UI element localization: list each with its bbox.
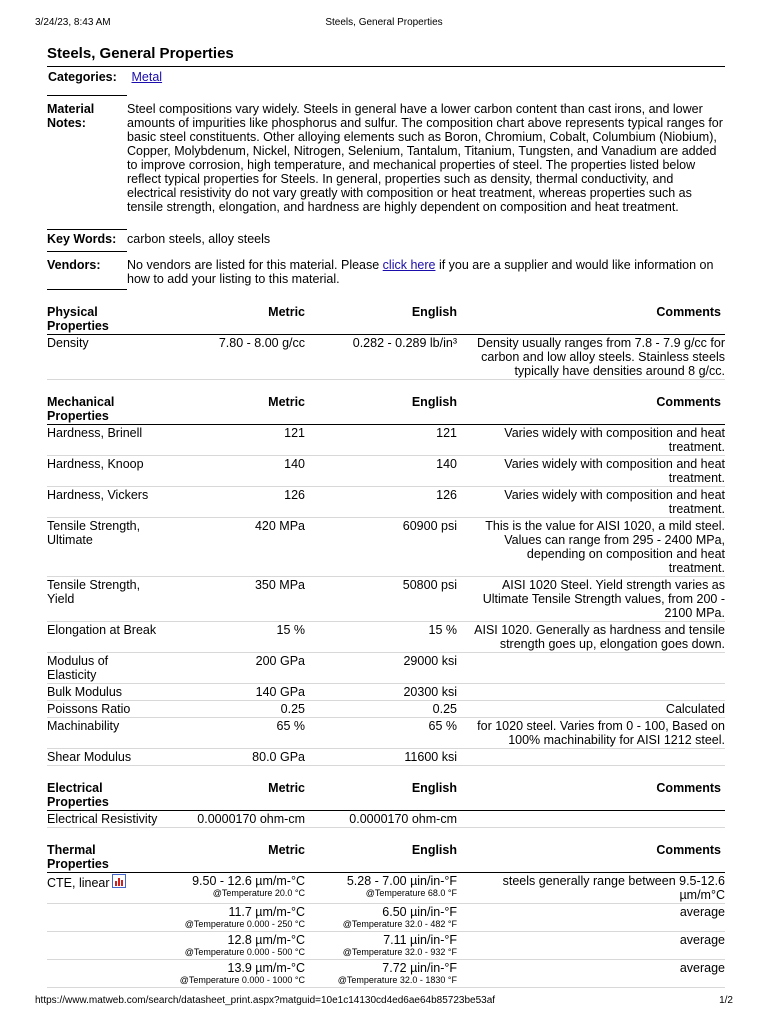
metric-header: Metric	[163, 780, 307, 811]
print-footer	[35, 995, 733, 1009]
english-header: English	[307, 394, 459, 425]
table-row: Electrical Resistivity 0.0000170 ohm-cm 0.0000170 ohm-cm	[47, 811, 725, 828]
table-row: 12.8 µm/m-°C @Temperature 0.000 - 500 °C 7.11 µin/in-°F @Temperature 32.0 - 932 °F average	[47, 932, 725, 960]
category-link-metal[interactable]: Metal	[131, 70, 163, 84]
key-words-value: carbon steels, alloy steels	[127, 231, 271, 246]
english-header: English	[307, 842, 459, 873]
metric-header: Metric	[163, 304, 307, 335]
section-title: Physical Properties	[47, 304, 163, 335]
click-here-link[interactable]: click here	[382, 257, 436, 272]
table-row: 11.7 µm/m-°C @Temperature 0.000 - 250 °C 6.50 µin/in-°F @Temperature 32.0 - 482 °F average	[47, 904, 725, 932]
vendors-label: Vendors:	[47, 252, 127, 290]
table-row: Bulk Modulus 140 GPa 20300 ksi	[47, 684, 725, 701]
info-table	[47, 95, 725, 290]
table-row: Tensile Strength, Yield 350 MPa 50800 psi AISI 1020 Steel. Yield strength varies as Ultimate Tensile Strength values, from 200 - 2100 MPa.	[47, 578, 725, 620]
material-notes-text: Steel compositions vary widely. Steels in general have a lower carbon content than cast irons, and lower amounts of impurities like phosphorus and sulfur. The composition chart above represents typical ranges for basic steel constituents. Other alloying elements such as Boron, Chromium, Cobalt, Columbium (Niobium), Copper, Molybdenum, Nickel, Nitrogen, Selenium, Tantalum, Titanium, Tungsten, and Vanadium are added to improve corrosion, high temperature, and mechanical properties of steel. The properties listed below reflect typical properties for Steels. In general, properties such as density, thermal conductivity, and electrical resistivity do not vary greatly with composition or heat treatment, whereas properties such as tensile strength, elongation, and hardness are highly dependent on composition and heat treatment.	[127, 101, 723, 214]
key-words-row	[47, 230, 725, 252]
vendors-text: No vendors are listed for this material. Please click here if you are a supplier and would like information on how to add your listing to this material.	[127, 257, 714, 286]
print-header	[35, 17, 733, 31]
datasheet	[47, 45, 725, 988]
metric-header: Metric	[163, 394, 307, 425]
metric-header: Metric	[163, 842, 307, 873]
page-title: Steels, General Properties	[47, 45, 725, 67]
table-row: Machinability 65 % 65 % for 1020 steel. Varies from 0 - 100, Based on 100% machinability for AISI 1212 steel.	[47, 719, 725, 747]
material-notes-row	[47, 96, 725, 230]
comments-header: Comments	[459, 842, 725, 873]
table-row: Modulus of Elasticity 200 GPa 29000 ksi	[47, 653, 725, 684]
material-notes-label: Material Notes:	[47, 96, 127, 230]
page-number: 1/2	[719, 995, 733, 1006]
table-row: Tensile Strength, Ultimate 420 MPa 60900 psi This is the value for AISI 1020, a mild steel. Values can range from 295 - 2400 MPa, depending on composition and heat treatment.	[47, 519, 725, 575]
section-title: Thermal Properties	[47, 842, 163, 873]
print-url: https://www.matweb.com/search/datasheet_print.aspx?matguid=10e1c14130cd4ed6ae64b85723be53af	[35, 995, 496, 1006]
table-row: Hardness, Vickers 126 126 Varies widely with composition and heat treatment.	[47, 488, 725, 516]
categories-row	[47, 67, 725, 87]
section-title: Mechanical Properties	[47, 394, 163, 425]
vendors-row	[47, 252, 725, 290]
thermal-properties-table	[47, 842, 725, 988]
table-row: Hardness, Knoop 140 140 Varies widely with composition and heat treatment.	[47, 457, 725, 485]
comments-header: Comments	[459, 394, 725, 425]
table-row: Elongation at Break 15 % 15 % AISI 1020. Generally as hardness and tensile strength goes up, elongation goes down.	[47, 623, 725, 651]
section-title: Electrical Properties	[47, 780, 163, 811]
bar-chart-icon[interactable]	[112, 874, 126, 888]
section-header	[47, 780, 725, 811]
mechanical-properties-table	[47, 394, 725, 766]
section-header	[47, 842, 725, 873]
physical-properties-table	[47, 304, 725, 380]
electrical-properties-table	[47, 780, 725, 828]
table-row: CTE, linear 9.50 - 12.6 µm/m-°C @Temperature 20.0 °C 5.28 - 7.00 µin/in-°F @Temperature 68.0 °F steels generally range between 9.5-12.6 µm/m°C	[47, 874, 725, 902]
section-header	[47, 304, 725, 335]
table-row: Density 7.80 - 8.00 g/cc 0.282 - 0.289 lb/in³ Density usually ranges from 7.8 - 7.9 g/cc for carbon and low alloy steels. Stainless steels typically have densities around 8 g/cc.	[47, 336, 725, 378]
print-date: 3/24/23, 8:43 AM	[35, 17, 111, 28]
comments-header: Comments	[459, 304, 725, 335]
categories-label: Categories:	[48, 70, 117, 84]
table-row: Poissons Ratio 0.25 0.25 Calculated	[47, 702, 725, 716]
table-row: Shear Modulus 80.0 GPa 11600 ksi	[47, 749, 725, 766]
comments-header: Comments	[459, 780, 725, 811]
section-header	[47, 394, 725, 425]
table-row: 13.9 µm/m-°C @Temperature 0.000 - 1000 °C 7.72 µin/in-°F @Temperature 32.0 - 1830 °F average	[47, 960, 725, 988]
english-header: English	[307, 304, 459, 335]
cte-label: CTE, linear	[47, 873, 163, 904]
print-title: Steels, General Properties	[325, 17, 443, 28]
english-header: English	[307, 780, 459, 811]
key-words-label: Key Words:	[47, 230, 127, 252]
table-row: Hardness, Brinell 121 121 Varies widely with composition and heat treatment.	[47, 426, 725, 454]
